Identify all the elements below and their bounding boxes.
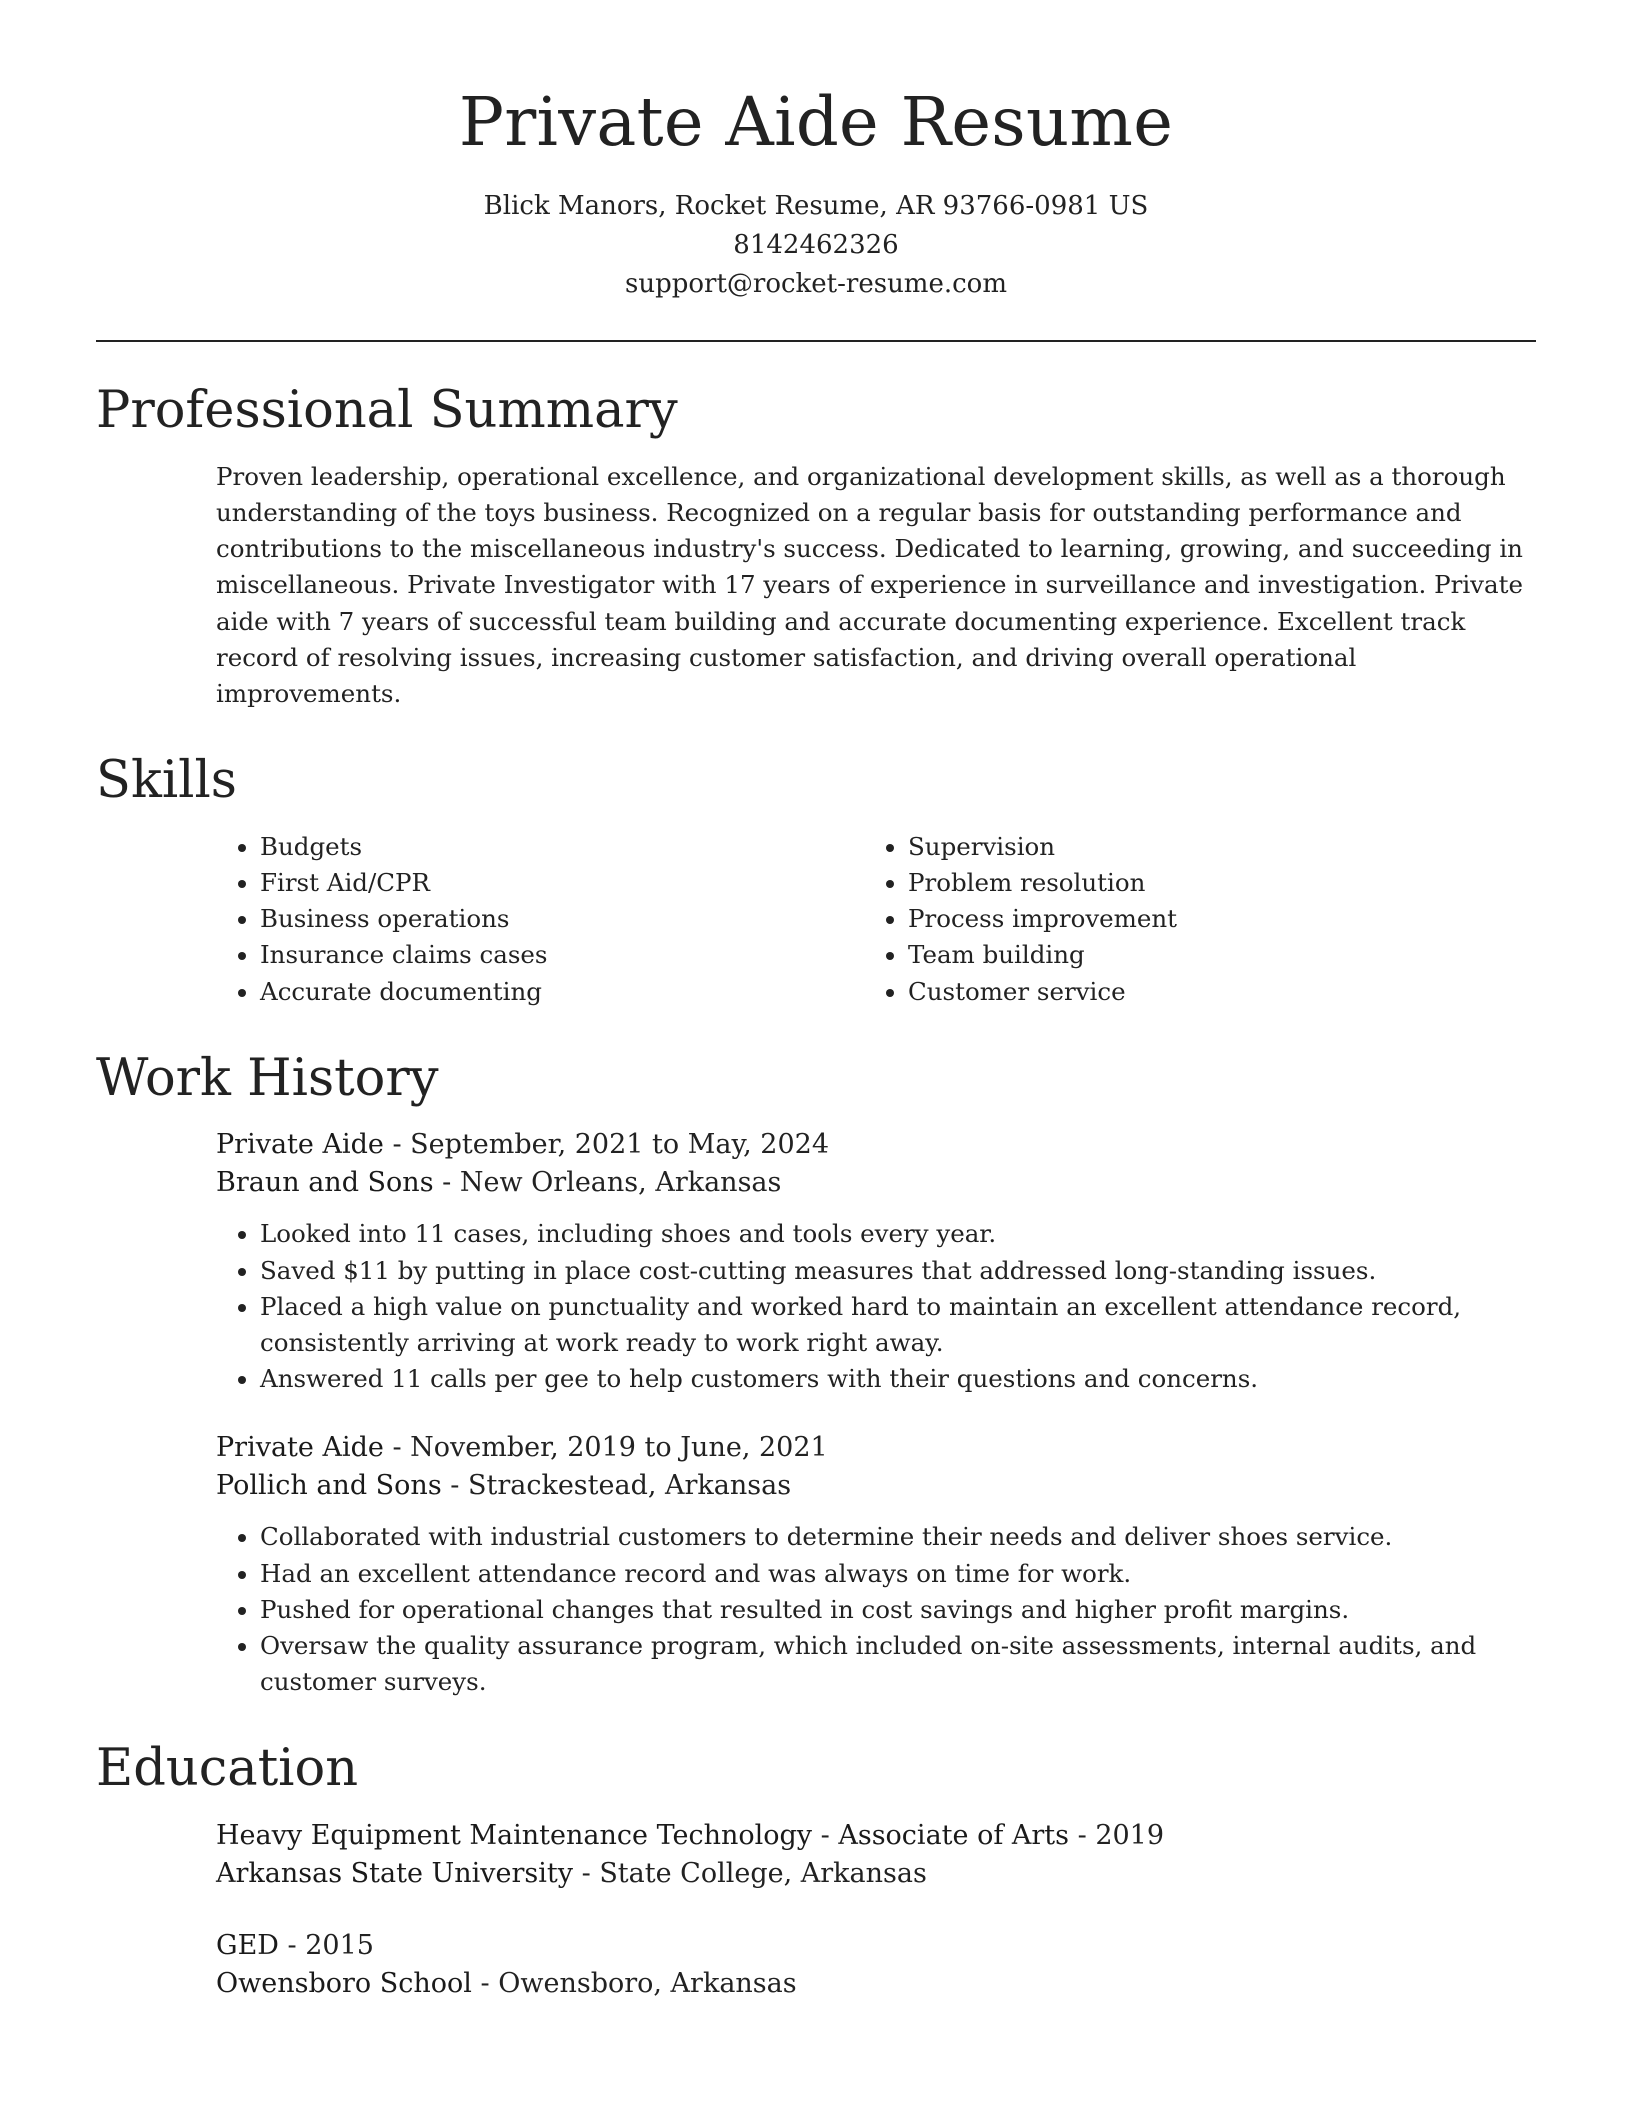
separator: - [1069, 1820, 1096, 1852]
skills-heading: Skills [96, 751, 237, 811]
work-history-list [96, 1126, 1536, 1700]
summary-heading: Professional Summary [96, 381, 678, 441]
job-duty: • Had an excellent attendance record and was always on time for work. [260, 1556, 1536, 1592]
job-duties [216, 1216, 1536, 1397]
separator: - [573, 1858, 600, 1890]
separator: - [278, 1930, 306, 1962]
header-divider [96, 340, 1536, 342]
job-duty: • Looked into 11 cases, including shoes and tools every year. [260, 1216, 1536, 1252]
separator: - [441, 1470, 468, 1502]
skill-item: • Budgets [260, 829, 864, 865]
education-school: Arkansas State University [216, 1858, 574, 1890]
job-location: Strackestead, Arkansas [467, 1470, 792, 1502]
skills-list [96, 829, 1536, 1010]
job-entry [216, 1429, 1536, 1700]
education-degree-line [216, 1927, 1536, 1965]
contact-info [96, 187, 1536, 304]
skills-column-right [864, 829, 1177, 1010]
skill-item: • Process improvement [908, 901, 1177, 937]
job-location: New Orleans, Arkansas [459, 1167, 782, 1199]
education-location: Owensboro, Arkansas [498, 1968, 797, 2000]
job-dates: September, 2021 to May, 2024 [410, 1129, 830, 1161]
education-entry [216, 1817, 1536, 1893]
skill-item: • Team building [908, 937, 1177, 973]
job-position: Private Aide [216, 1432, 384, 1464]
job-company: Braun and Sons [216, 1167, 434, 1199]
job-title-line [216, 1126, 1536, 1164]
education-year: 2015 [305, 1930, 374, 1962]
education-heading: Education [96, 1739, 359, 1799]
education-school-line [216, 1965, 1536, 2003]
job-company: Pollich and Sons [216, 1470, 442, 1502]
separator: - [471, 1968, 499, 2000]
job-company-line [216, 1164, 1536, 1202]
education-degree: Heavy Equipment Maintenance Technology [216, 1820, 813, 1852]
job-duties [216, 1519, 1536, 1700]
phone: 8142462326 [733, 230, 899, 261]
skill-item: • Insurance claims cases [260, 937, 864, 973]
separator: - [812, 1820, 839, 1852]
separator: - [383, 1129, 411, 1161]
education-list [96, 1817, 1536, 2003]
job-dates: November, 2019 to June, 2021 [410, 1432, 828, 1464]
skill-item: • Accurate documenting [260, 974, 864, 1010]
resume-header [96, 0, 1536, 304]
job-duty: • Collaborated with industrial customers to determine their needs and deliver shoes service. [260, 1519, 1536, 1555]
education-year: 2019 [1095, 1820, 1165, 1852]
skill-item: • First Aid/CPR [260, 865, 864, 901]
email: support@rocket-resume.com [624, 269, 1007, 300]
education-degree-line [216, 1817, 1536, 1855]
job-duty: • Oversaw the quality assurance program, which included on-site assessments, internal audits, and customer surveys. [260, 1628, 1536, 1700]
job-entry [216, 1126, 1536, 1397]
job-title-line [216, 1429, 1536, 1467]
address: Blick Manors, Rocket Resume, AR 93766-0981 US [483, 191, 1149, 222]
education-entry [216, 1927, 1536, 2003]
job-duty: • Saved $11 by putting in place cost-cutting measures that addressed long-standing issues. [260, 1253, 1536, 1289]
work-history-heading: Work History [96, 1048, 439, 1108]
skill-item: • Supervision [908, 829, 1177, 865]
education-location: State College, Arkansas [599, 1858, 927, 1890]
summary-text: Proven leadership, operational excellence, and organizational development skills, as well as a thorough understanding of the toys business. Recognized on a regular basis for outstanding performance and contributions to the miscellaneous industry's success. Dedicated to learning, growing, and succeeding in miscellaneous. Private Investigator with 17 years of experience in surveillance and investigation. Private aide with 7 years of successful team building and accurate documenting experience. Excellent track record of resolving issues, increasing customer satisfaction, and driving overall operational improvements. [216, 461, 1523, 708]
job-duty: • Answered 11 calls per gee to help customers with their questions and concerns. [260, 1361, 1536, 1397]
education-degree: GED [216, 1930, 279, 1962]
job-company-line [216, 1467, 1536, 1505]
skills-column-left [216, 829, 864, 1010]
job-duty: • Placed a high value on punctuality and worked hard to maintain an excellent attendance record, consistently arriving at work ready to work right away. [260, 1289, 1536, 1361]
skill-item: • Business operations [260, 901, 864, 937]
resume-title: Private Aide Resume [458, 83, 1174, 161]
education-school-line [216, 1855, 1536, 1893]
skill-item: • Problem resolution [908, 865, 1177, 901]
job-duty: • Pushed for operational changes that resulted in cost savings and higher profit margins. [260, 1592, 1536, 1628]
separator: - [383, 1432, 411, 1464]
education-degree-type: Associate of Arts [838, 1820, 1070, 1852]
education-school: Owensboro School [216, 1968, 472, 2000]
skill-item: • Customer service [908, 974, 1177, 1010]
job-position: Private Aide [216, 1129, 384, 1161]
separator: - [433, 1167, 460, 1199]
